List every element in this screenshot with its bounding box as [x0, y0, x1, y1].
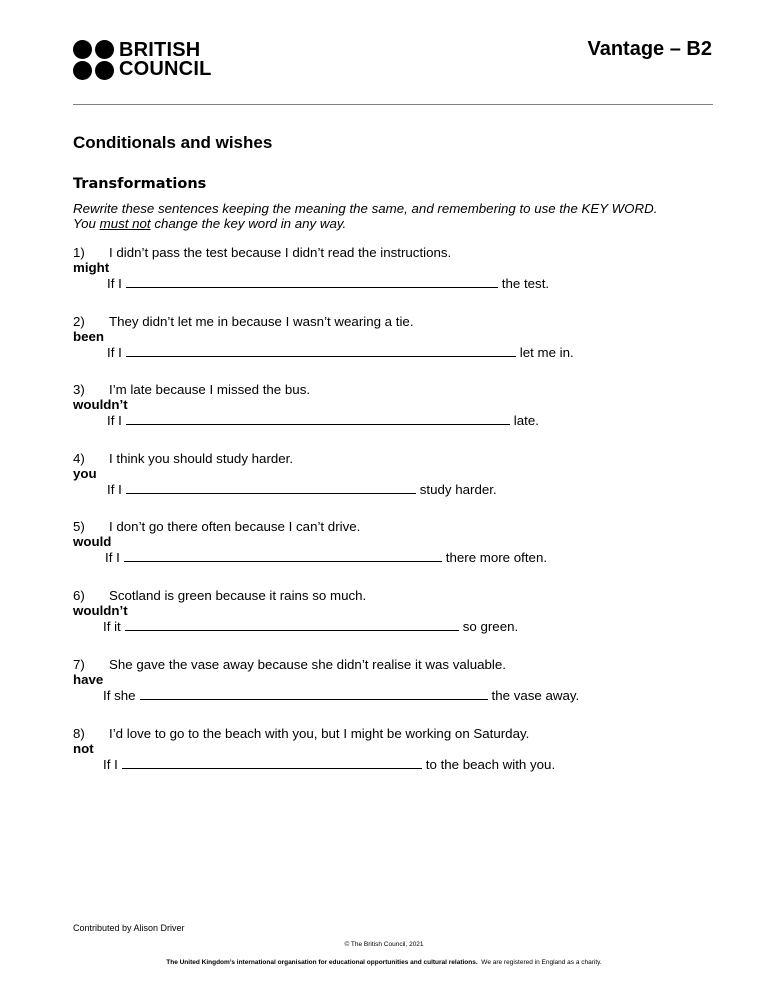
key-word: wouldn’t — [73, 603, 128, 618]
key-word: would — [73, 534, 112, 549]
answer-suffix: let me in. — [519, 345, 574, 360]
answer-prefix: If I — [103, 757, 118, 772]
answer-prefix: If I — [107, 345, 122, 360]
answer-blank[interactable] — [126, 412, 510, 425]
answer-suffix: the test. — [501, 276, 550, 291]
header-divider — [73, 104, 713, 105]
instructions: Rewrite these sentences keeping the meaning the same, and remembering to use the KEY WORD. You must not change the key word in any way. — [73, 201, 658, 231]
answer-suffix: so green. — [462, 619, 519, 634]
answer-line — [73, 687, 713, 703]
key-word: been — [73, 329, 105, 344]
answer-prefix: If I — [105, 550, 120, 565]
answer-prefix: If I — [107, 482, 122, 497]
key-word: have — [73, 672, 104, 687]
page-title: Conditionals and wishes — [73, 133, 273, 152]
question-item — [73, 657, 713, 703]
answer-suffix: to the beach with you. — [425, 757, 556, 772]
question-number: 7) — [73, 657, 85, 672]
question-number: 4) — [73, 451, 85, 466]
copyright-notice: © The British Council, 2021 — [344, 941, 424, 948]
answer-blank[interactable] — [126, 275, 498, 288]
answer-blank[interactable] — [125, 618, 459, 631]
answer-blank[interactable] — [140, 687, 488, 700]
answer-blank[interactable] — [126, 481, 416, 494]
question-number: 8) — [73, 726, 85, 741]
answer-suffix: the vase away. — [491, 688, 580, 703]
answer-blank[interactable] — [126, 344, 516, 357]
key-word: you — [73, 466, 97, 481]
answer-line — [73, 275, 713, 291]
question-item — [73, 451, 713, 497]
answer-prefix: If I — [107, 413, 122, 428]
logo-wordmark: BRITISH COUNCIL — [119, 39, 212, 80]
question-number: 1) — [73, 245, 85, 260]
question-number: 3) — [73, 382, 85, 397]
british-council-logo — [73, 40, 212, 80]
answer-prefix: If it — [103, 619, 121, 634]
answer-line — [73, 756, 713, 772]
question-sentence: I think you should study harder. — [109, 451, 294, 466]
question-number: 5) — [73, 519, 85, 534]
question-item — [73, 314, 713, 360]
answer-line — [73, 549, 713, 565]
answer-suffix: there more often. — [445, 550, 548, 565]
answer-blank[interactable] — [124, 549, 442, 562]
question-sentence: I didn’t pass the test because I didn’t read the instructions. — [109, 245, 452, 260]
mission-statement: The United Kingdom’s international organisation for educational opportunities and cultural relations. We are registered in England as a charity. — [166, 959, 602, 966]
question-item — [73, 382, 713, 428]
question-sentence: Scotland is green because it rains so much. — [109, 588, 367, 603]
contributor-credit: Contributed by Alison Driver — [73, 923, 185, 933]
question-item — [73, 726, 713, 772]
key-word: not — [73, 741, 94, 756]
level-label: Vantage – B2 — [587, 38, 712, 60]
answer-blank[interactable] — [122, 756, 422, 769]
answer-suffix: late. — [513, 413, 539, 428]
question-sentence: I don’t go there often because I can’t drive. — [109, 519, 361, 534]
answer-suffix: study harder. — [419, 482, 497, 497]
answer-prefix: If I — [107, 276, 122, 291]
question-sentence: I’d love to go to the beach with you, but I might be working on Saturday. — [109, 726, 530, 741]
answer-line — [73, 481, 713, 497]
question-item — [73, 588, 713, 634]
question-sentence: I’m late because I missed the bus. — [109, 382, 311, 397]
section-title: Transformations — [73, 176, 207, 192]
answer-line — [73, 618, 713, 634]
question-item — [73, 245, 713, 291]
logo-dots-icon — [73, 40, 115, 80]
question-sentence: She gave the vase away because she didn’t realise it was valuable. — [109, 657, 506, 672]
question-number: 6) — [73, 588, 85, 603]
question-sentence: They didn’t let me in because I wasn’t wearing a tie. — [109, 314, 414, 329]
question-number: 2) — [73, 314, 85, 329]
answer-line — [73, 412, 713, 428]
answer-line — [73, 344, 713, 360]
key-word: wouldn’t — [73, 397, 128, 412]
answer-prefix: If she — [103, 688, 136, 703]
question-item — [73, 519, 713, 565]
key-word: might — [73, 260, 110, 275]
